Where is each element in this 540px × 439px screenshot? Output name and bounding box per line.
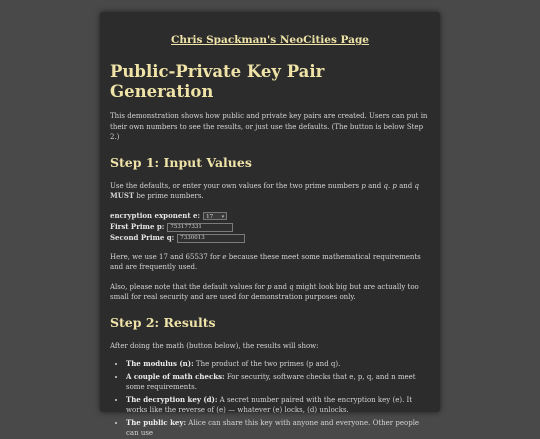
exponent-select[interactable]: 17 ▾	[203, 212, 227, 220]
step1-heading: Step 1: Input Values	[110, 154, 252, 170]
chevron-down-icon: ▾	[221, 214, 225, 220]
list-item: • A couple of math checks: For security, software checks that e, p, q, and n meet some requirements.	[126, 372, 430, 393]
step2-heading: Step 2: Results	[110, 314, 216, 330]
second-prime-input[interactable]: 7330013	[177, 234, 245, 243]
must-emphasis: MUST	[110, 191, 135, 200]
input-form	[110, 211, 430, 244]
second-prime-label: Second Prime q:	[110, 232, 175, 242]
first-prime-label: First Prime p:	[110, 221, 165, 231]
exponent-note: Here, we use 17 and 65537 for e because these meet some mathematical requirements and are frequently used.	[110, 252, 421, 271]
list-item: • The modulus (n): The product of the two primes (p and q).	[126, 359, 430, 370]
defaults-note: Also, please note that the default values for p and q might look big but are actually too small for real security and are used for demonstration purposes only.	[110, 282, 419, 301]
list-item: • The public key: Alice can share this key with anyone and everyone. Other people can use	[126, 418, 430, 439]
intro-text: This demonstration shows how public and private key pairs are created. Users can put in their own numbers to see the results, or just use the defaults. (The button is below Step 2.)	[110, 112, 428, 141]
page-title: Public-Private Key Pair Generation	[110, 62, 325, 101]
step1-instructions: Use the defaults, or enter your own values for the two prime numbers p and q. p and q MUST be prime numbers.	[110, 181, 419, 200]
results-list	[110, 359, 430, 439]
first-prime-input[interactable]: 753177331	[167, 223, 233, 232]
results-intro: After doing the math (button below), the results will show:	[110, 341, 319, 350]
exponent-label: encryption exponent e:	[110, 210, 201, 220]
list-item: • The decryption key (d): A secret number paired with the encryption key (e). It works like the reverse of (e) — whatever (e) locks, (d) unlocks.	[126, 395, 430, 416]
site-home-link[interactable]: Chris Spackman's NeoCities Page	[171, 34, 369, 46]
page-container	[100, 12, 440, 437]
